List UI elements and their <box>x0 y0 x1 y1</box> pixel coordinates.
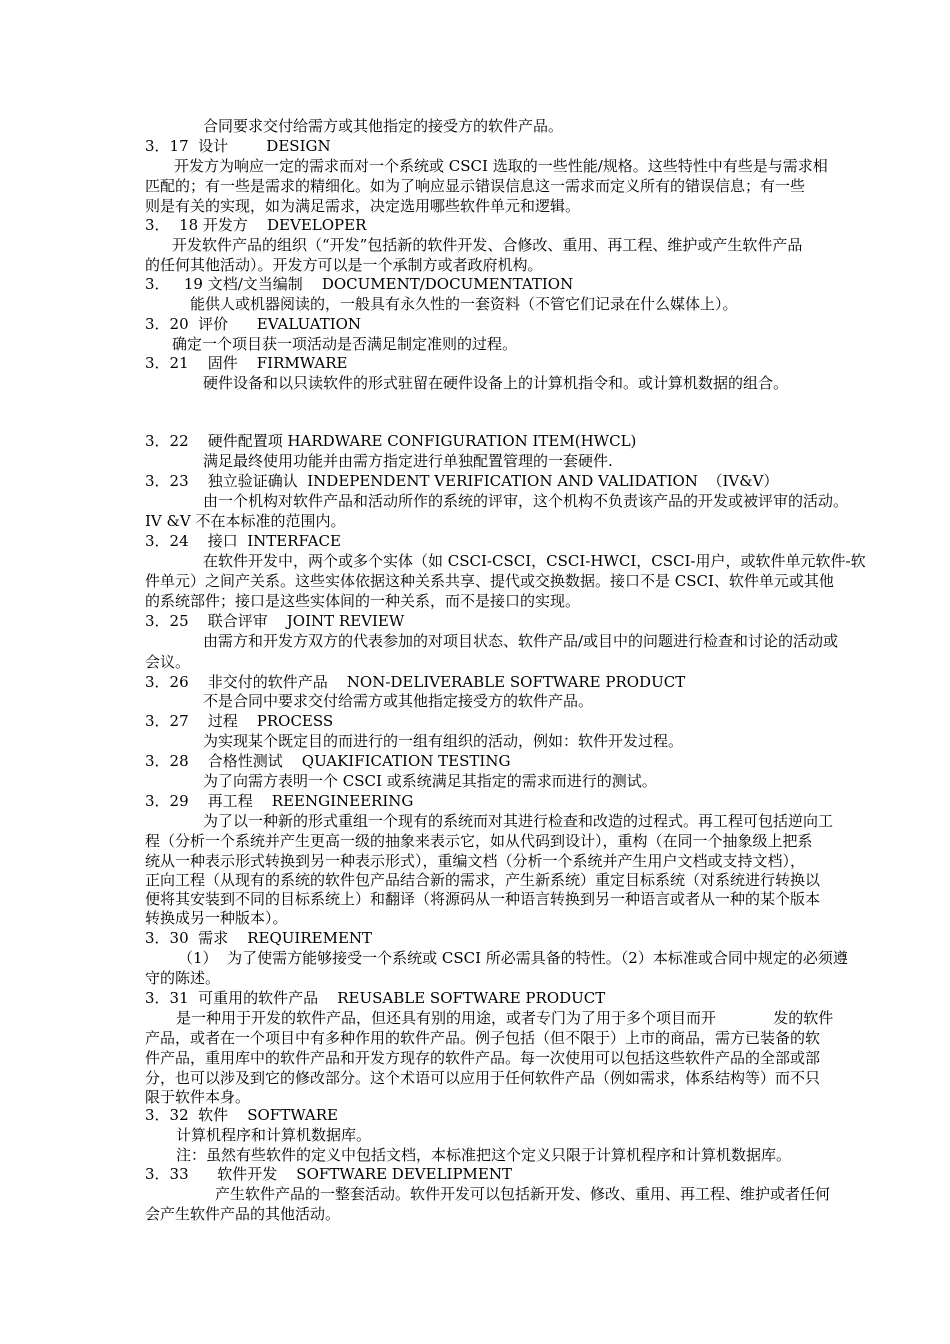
section-heading: 3．27 过程 PROCESS <box>145 712 334 730</box>
text-line: 是一种用于开发的软件产品，但还具有别的用途，或者专门为了用于多个项目而开 发的软件 <box>176 1009 834 1027</box>
text-line: 则是有关的实现，如为满足需求，决定选用哪些软件单元和逻辑。 <box>145 197 581 215</box>
text-line: 匹配的；有一些是需求的精细化。如为了响应显示错误信息这一需求而定义所有的错误信息；有一些 <box>145 177 806 195</box>
section-heading: 3．21 固件 FIRMWARE <box>145 354 348 372</box>
section-heading: 3．33 软件开发 SOFTWARE DEVELIPMENT <box>145 1165 512 1183</box>
text-line: 合同要求交付给需方或其他指定的接受方的软件产品。 <box>203 117 564 135</box>
text-line: 硬件设备和以只读软件的形式驻留在硬件设备上的计算机指令和。或计算机数据的组合。 <box>203 374 789 392</box>
text-line: 件产品，重用库中的软件产品和开发方现存的软件产品。每一次使用可以包括这些软件产品的全部或部 <box>145 1049 821 1067</box>
text-line: 满足最终使用功能并由需方指定进行单独配置管理的一套硬件. <box>203 452 613 470</box>
text-line: 分，也可以涉及到它的修改部分。这个术语可以应用于任何软件产品（例如需求，体系结构等）而不只 <box>145 1069 821 1087</box>
section-heading: 3．30 需求 REQUIREMENT <box>145 929 373 947</box>
section-heading: 3． 19 文档/文当编制 DOCUMENT/DOCUMENTATION <box>145 275 574 293</box>
text-line: 件单元）之间产关系。这些实体依据这种关系共享、提代或交换数据。接口不是 CSCI、软件单元或其他 <box>145 572 834 590</box>
text-line: 开发软件产品的组织（“开发”包括新的软件开发、合修改、重用、再工程、维护或产生软件产品 <box>172 236 803 254</box>
text-line: 注：虽然有些软件的定义中包括文档，本标准把这个定义只限于计算机程序和计算机数据库。 <box>176 1146 792 1164</box>
text-line: 会议。 <box>145 653 191 671</box>
text-line: （1） 为了使需方能够接受一个系统或 CSCI 所必需具备的特性。（2）本标准或合同中规定的必须遵 <box>178 949 848 967</box>
text-line: 统从一种表示形式转换到另一种表示形式），重编文档（分析一个系统并产生用户文档或支持文档）， <box>145 852 806 870</box>
section-heading: 3． 18 开发方 DEVELOPER <box>145 216 367 234</box>
text-line: 在软件开发中，两个或多个实体（如 CSCI-CSCI，CSCI-HWCI，CSCI-用户，或软件单元软件-软 <box>203 552 866 570</box>
section-heading: 3．24 接口 INTERFACE <box>145 532 341 550</box>
section-heading: 3．23 独立验证确认 INDEPENDENT VERIFICATION AND VALIDATION （IV&V） <box>145 472 779 490</box>
text-line: 确定一个项目获一项活动是否满足制定准则的过程。 <box>172 335 518 353</box>
text-line: 不是合同中要求交付给需方或其他指定接受方的软件产品。 <box>203 692 594 710</box>
text-line: 产生软件产品的一整套活动。软件开发可以包括新开发、修改、重用、再工程、维护或者任何 <box>215 1185 831 1203</box>
section-heading: 3．17 设计 DESIGN <box>145 137 331 155</box>
section-heading: 3．29 再工程 REENGINEERING <box>145 792 414 810</box>
section-heading: 3．31 可重用的软件产品 REUSABLE SOFTWARE PRODUCT <box>145 989 606 1007</box>
text-line: 为了向需方表明一个 CSCI 或系统满足其指定的需求而进行的测试。 <box>203 772 657 790</box>
text-line: 由需方和开发方双方的代表参加的对项目状态、软件产品/或目中的问题进行检查和讨论的活动或 <box>203 632 839 650</box>
text-line: 转换成另一种版本）。 <box>145 909 288 927</box>
text-line: 产品，或者在一个项目中有多种作用的软件产品。例子包括（但不限于）上市的商品，需方已装备的软 <box>145 1029 821 1047</box>
text-line: 正向工程（从现有的系统的软件包产品结合新的需求，产生新系统）重定目标系统（对系统进行转换以 <box>145 871 821 889</box>
text-line: 程（分析一个系统并产生更高一级的抽象来表示它，如从代码到设计），重构（在同一个抽象级上把系 <box>145 832 813 850</box>
text-line: 的系统部件；接口是这些实体间的一种关系，而不是接口的实现。 <box>145 592 581 610</box>
section-heading: 3．20 评价 EVALUATION <box>145 315 362 333</box>
text-line: 限于软件本身。 <box>145 1088 251 1106</box>
text-line: IV &V 不在本标准的范围内。 <box>145 512 346 530</box>
text-line: 为了以一种新的形式重组一个现有的系统而对其进行检查和改造的过程式。再工程可包括逆向工 <box>203 812 834 830</box>
text-line: 便将其安装到不同的目标系统上）和翻译（将源码从一种语言转换到另一种语言或者从一种的某个版本 <box>145 890 821 908</box>
section-heading: 3．28 合格性测试 QUAKIFICATION TESTING <box>145 752 511 770</box>
text-line: 守的陈述。 <box>145 969 221 987</box>
text-line: 为实现某个既定目的而进行的一组有组织的活动，例如：软件开发过程。 <box>203 732 684 750</box>
text-line: 由一个机构对软件产品和活动所作的系统的评审，这个机构不负责该产品的开发或被评审的活动。 <box>203 492 849 510</box>
section-heading: 3．22 硬件配置项 HARDWARE CONFIGURATION ITEM(HWCL) <box>145 432 637 450</box>
text-line: 计算机程序和计算机数据库。 <box>176 1126 372 1144</box>
text-line: 开发方为响应一定的需求而对一个系统或 CSCI 选取的一些性能/规格。这些特性中有些是与需求相 <box>174 157 828 175</box>
section-heading: 3．32 软件 SOFTWARE <box>145 1106 338 1124</box>
text-line: 的任何其他活动）。开发方可以是一个承制方或者政府机构。 <box>145 256 543 274</box>
section-heading: 3．26 非交付的软件产品 NON-DELIVERABLE SOFTWARE PRODUCT <box>145 673 686 691</box>
text-line: 能供人或机器阅读的，一般具有永久性的一套资料（不管它们记录在什么媒体上）。 <box>190 295 738 313</box>
text-line: 会产生软件产品的其他活动。 <box>145 1205 341 1223</box>
section-heading: 3．25 联合评审 JOINT REVIEW <box>145 612 405 630</box>
